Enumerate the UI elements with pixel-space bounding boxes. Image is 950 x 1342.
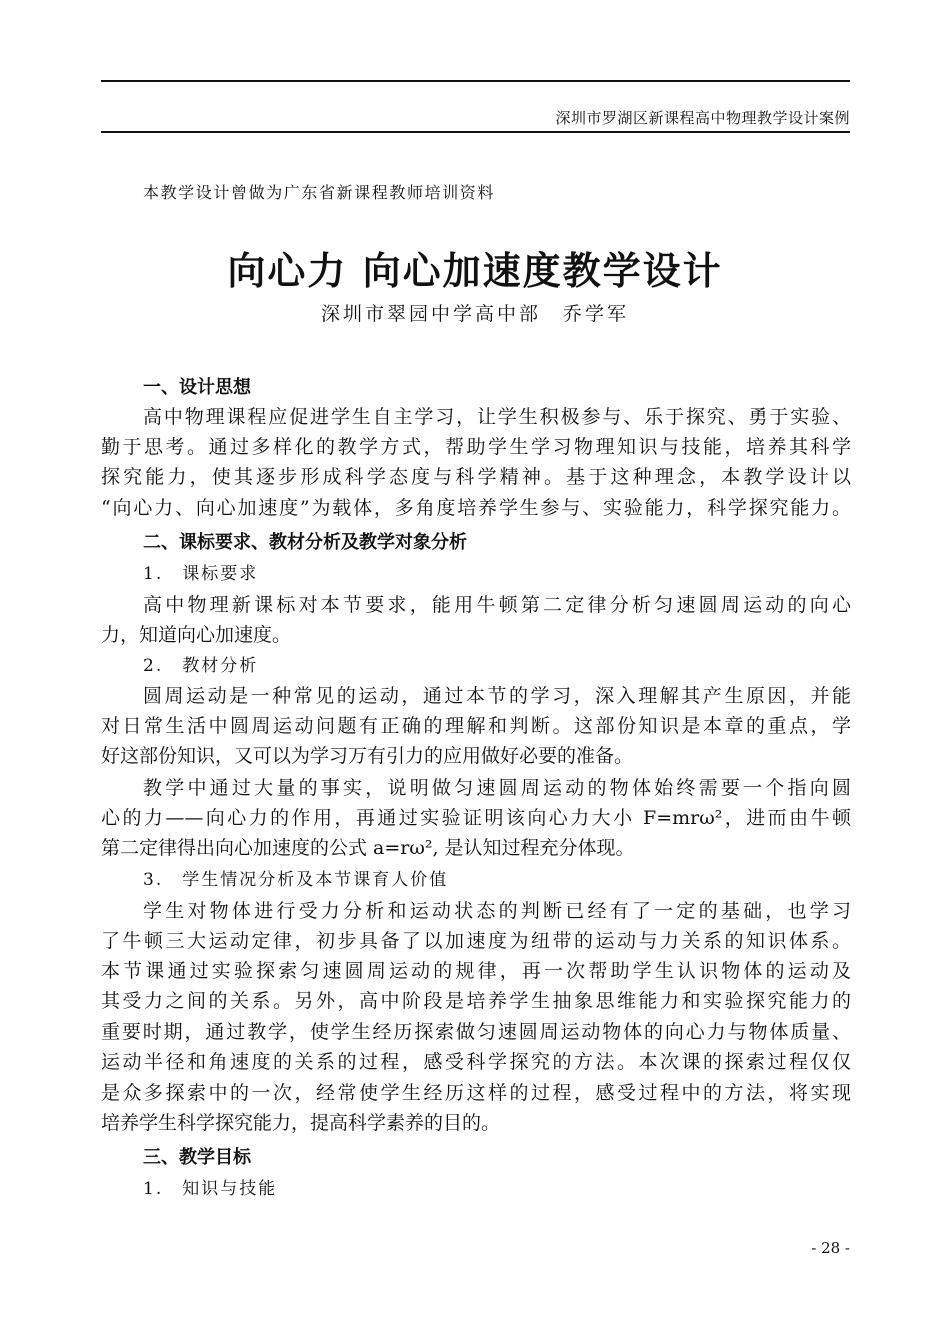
paragraph-line: 重要时期，通过教学，使学生经历探索做匀速圆周运动物体的向心力与物体质量、 <box>101 1021 851 1043</box>
paragraph-line: 力，知道向心加速度。 <box>101 624 292 646</box>
section-heading: 一、设计思想 <box>143 377 251 398</box>
document-title: 向心力 向心加速度教学设计 <box>227 249 723 293</box>
paragraph-line: 对日常生活中圆周运动问题有正确的理解和判断。这部份知识是本章的重点，学 <box>101 715 851 737</box>
paragraph-line: 第二定律得出向心加速度的公式 a=rω², 是认知过程充分体现。 <box>101 837 635 859</box>
paragraph-line: 了牛顿三大运动定律，初步具备了以加速度为纽带的运动与力关系的知识体系。 <box>101 930 851 952</box>
subsection-heading: 1. 课标要求 <box>143 564 259 584</box>
paragraph-line: 培养学生科学探究能力，提高科学素养的目的。 <box>101 1112 501 1134</box>
paragraph-line: 好这部份知识，又可以为学习万有引力的应用做好必要的准备。 <box>101 745 634 767</box>
running-header: 深圳市罗湖区新课程高中物理教学设计案例 <box>555 109 850 127</box>
paragraph-line: 教学中通过大量的事实，说明做匀速圆周运动的物体始终需要一个指向圆 <box>143 777 851 799</box>
paragraph-line: 是众多探索中的一次，经常使学生经历这样的过程，感受过程中的方法，将实现 <box>101 1082 851 1104</box>
header-rule-top <box>101 80 850 82</box>
paragraph-line: 探究能力，使其逐步形成科学态度与科学精神。基于这种理念，本教学设计以 <box>101 466 851 488</box>
page-number: - 28 - <box>811 1239 850 1257</box>
paragraph-line: “向心力、向心加速度”为载体，多角度培养学生参与、实验能力，科学探究能力。 <box>101 497 851 519</box>
paragraph-line: 高中物理新课标对本节要求，能用牛顿第二定律分析匀速圆周运动的向心 <box>143 594 851 616</box>
paragraph-line: 高中物理课程应促进学生自主学习，让学生积极参与、乐于探究、勇于实验、 <box>143 406 851 428</box>
subsection-heading: 3. 学生情况分析及本节课育人价值 <box>143 870 449 890</box>
paragraph-line: 心的力——向心力的作用，再通过实验证明该向心力大小 F=mrω²，进而由牛顿 <box>101 807 851 829</box>
paragraph-line: 运动半径和角速度的关系的过程，感受科学探究的方法。本次课的探索过程仅仅 <box>101 1051 851 1073</box>
section-heading: 二、课标要求、教材分析及教学对象分析 <box>143 532 467 553</box>
author-line: 深圳市翠园中学高中部 乔学军 <box>320 303 629 325</box>
subsection-heading: 2. 教材分析 <box>143 656 259 676</box>
training-note: 本教学设计曾做为广东省新课程教师培训资料 <box>143 183 496 202</box>
header-rule-bottom <box>101 131 850 133</box>
paragraph-line: 圆周运动是一种常见的运动，通过本节的学习，深入理解其产生原因，并能 <box>143 685 851 707</box>
subsection-heading: 1. 知识与技能 <box>143 1179 278 1199</box>
section-heading: 三、教学目标 <box>143 1147 251 1168</box>
paragraph-line: 本节课通过实验探索匀速圆周运动的规律，再一次帮助学生认识物体的运动及 <box>101 960 851 982</box>
paragraph-line: 勤于思考。通过多样化的教学方式，帮助学生学习物理知识与技能，培养其科学 <box>101 436 851 458</box>
paragraph-line: 其受力之间的关系。另外，高中阶段是培养学生抽象思维能力和实验探究能力的 <box>101 990 851 1012</box>
paragraph-line: 学生对物体进行受力分析和运动状态的判断已经有了一定的基础，也学习 <box>143 900 851 922</box>
